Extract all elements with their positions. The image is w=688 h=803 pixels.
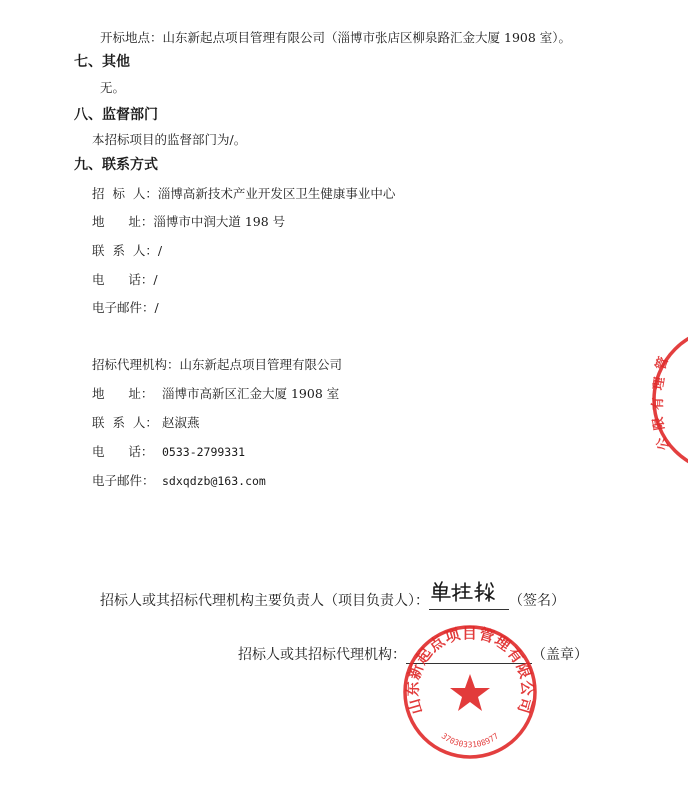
- seal-suffix: （盖章）: [532, 647, 588, 663]
- tenderer-contact-row: [92, 243, 162, 259]
- agency-name-row: [92, 357, 342, 373]
- contact-label: 地 址：: [92, 386, 154, 401]
- contact-label: 电子邮件：: [92, 300, 155, 315]
- tenderer-address-row: [92, 214, 285, 230]
- section9-heading: 九、联系方式: [74, 157, 158, 173]
- contact-label: 电 话：: [92, 444, 154, 459]
- signature-field: [429, 587, 509, 610]
- contact-label: 电 话：: [92, 272, 154, 287]
- contact-value: sdxqdzb@163.com: [162, 474, 266, 488]
- bid-opening-line: [100, 30, 571, 46]
- seal-label: 招标人或其招标代理机构：: [238, 647, 406, 663]
- partial-seal-stamp: [648, 328, 688, 478]
- contact-value: 0533-2799331: [162, 445, 246, 459]
- contact-value: /: [153, 272, 158, 287]
- signature-suffix: （签名）: [509, 593, 565, 609]
- contact-value: 赵淑燕: [162, 415, 200, 430]
- agency-contact-row: [92, 415, 200, 431]
- svg-text:限: 限: [650, 415, 668, 432]
- agency-email-row: [92, 473, 266, 489]
- signature-line: [100, 587, 565, 610]
- tenderer-name-row: [92, 186, 395, 202]
- contact-value: /: [154, 300, 159, 315]
- contact-value: 淄博高新技术产业开发区卫生健康事业中心: [157, 186, 396, 201]
- svg-text:理: 理: [651, 375, 669, 392]
- svg-text:公: 公: [653, 434, 673, 453]
- svg-text:管: 管: [653, 355, 672, 373]
- bid-opening-value: 山东新起点项目管理有限公司（淄博市张店区柳泉路汇金大厦 1908 室）。: [162, 30, 572, 45]
- agency-address-row: [92, 386, 339, 402]
- contact-label: 联 系 人：: [92, 415, 158, 430]
- svg-text:3703033108977: 3703033108977: [439, 731, 501, 750]
- contact-label: 地 址：: [92, 214, 154, 229]
- section8-heading: 八、监督部门: [74, 107, 158, 123]
- tenderer-phone-row: [92, 272, 158, 288]
- handwritten-signature: [429, 577, 509, 603]
- section7-body: 无。: [100, 80, 126, 95]
- contact-value: 山东新起点项目管理有限公司: [179, 357, 343, 372]
- svg-text:有: 有: [651, 396, 666, 410]
- tenderer-email-row: [92, 300, 159, 316]
- contact-label: 电子邮件：: [92, 473, 155, 488]
- contact-label: 招标代理机构：: [92, 357, 180, 372]
- svg-text:山东新起点项目管理有限公司: 山东新起点项目管理有限公司: [403, 624, 537, 717]
- company-seal-stamp: [400, 622, 540, 762]
- bid-opening-label: 开标地点：: [100, 30, 163, 45]
- contact-label: 招 标 人：: [92, 186, 158, 201]
- agency-phone-row: [92, 444, 245, 460]
- contact-label: 联 系 人：: [92, 243, 158, 258]
- section8-body: 本招标项目的监督部门为/。: [92, 132, 247, 147]
- contact-value: 淄博市中润大道 198 号: [153, 214, 286, 229]
- contact-value: /: [157, 243, 163, 258]
- contact-value: 淄博市高新区汇金大厦 1908 室: [162, 386, 340, 401]
- signature-label: 招标人或其招标代理机构主要负责人（项目负责人）：: [100, 593, 429, 609]
- section7-heading: 七、其他: [74, 54, 130, 70]
